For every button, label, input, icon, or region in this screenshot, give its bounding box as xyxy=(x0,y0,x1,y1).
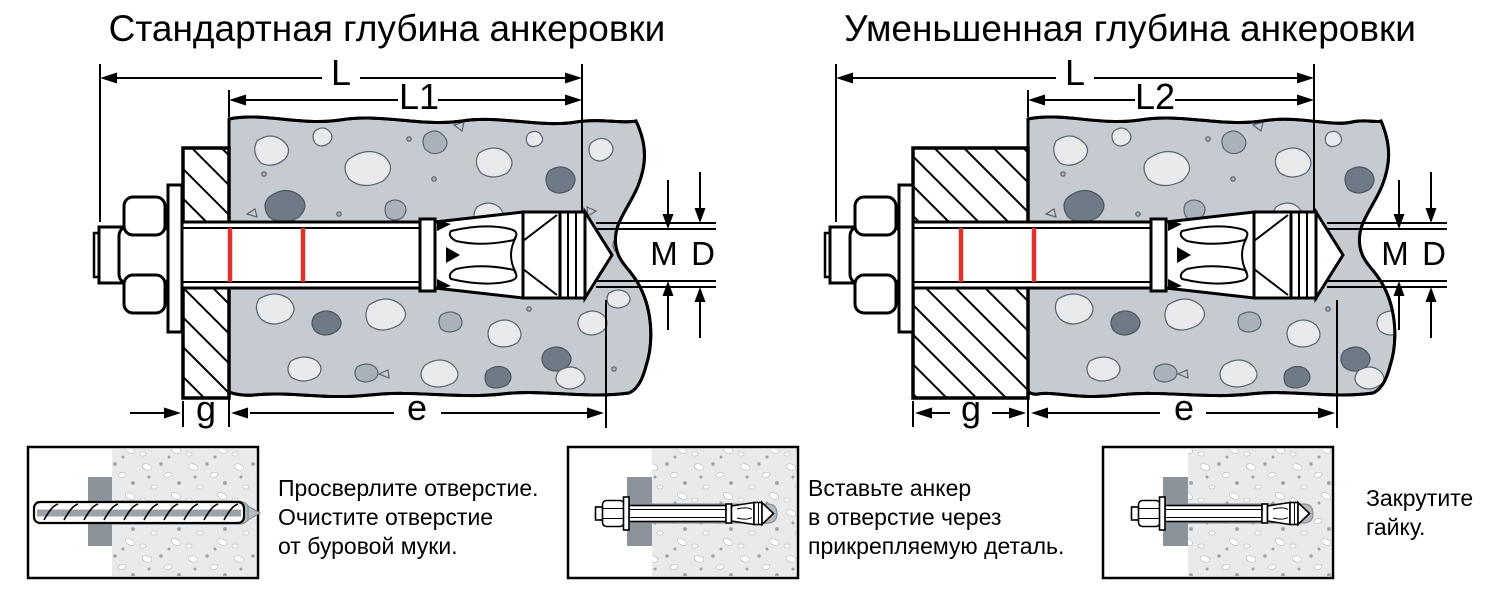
step-panel-3 xyxy=(1103,447,1333,578)
dim-label-L1: L1 xyxy=(398,76,440,117)
step-2-line-1: Вставьте анкер xyxy=(808,475,972,501)
step-2-line-2: в отверстие через xyxy=(808,504,1002,530)
step-panel-1 xyxy=(28,447,260,578)
step-2-text xyxy=(808,474,1064,561)
dim-label-L-right: L xyxy=(1064,52,1086,93)
step-panel-2 xyxy=(568,447,798,578)
dim-label-L2: L2 xyxy=(1134,76,1176,117)
dim-label-D-left: D xyxy=(691,235,715,272)
dim-label-D-right: D xyxy=(1422,235,1446,272)
dim-label-g-right: g xyxy=(960,388,982,429)
drill-bit xyxy=(34,502,260,523)
step-3-line-1: Закрутите xyxy=(1366,485,1474,511)
step-2-line-3: прикрепляемую деталь. xyxy=(808,533,1065,559)
step-3-text xyxy=(1366,484,1473,542)
step-1-line-1: Просверлите отверстие. xyxy=(278,475,539,501)
right-diagram xyxy=(825,64,1447,428)
dim-label-e-right: e xyxy=(1173,387,1195,428)
step-3-line-2: гайку. xyxy=(1366,514,1426,540)
title-reduced-depth: Уменьшенная глубина анкеровки xyxy=(844,8,1416,49)
step-1-line-3: от буровой муки. xyxy=(278,533,458,559)
step-1-line-2: Очистите отверстие xyxy=(278,504,494,530)
left-diagram xyxy=(94,64,716,428)
dim-label-e-left: e xyxy=(406,387,428,428)
dim-label-L-left: L xyxy=(330,52,352,93)
dim-label-M-left: M xyxy=(650,235,678,272)
step-1-text xyxy=(278,474,539,561)
dim-label-g-left: g xyxy=(195,388,217,429)
title-standard-depth: Стандартная глубина анкеровки xyxy=(108,8,666,49)
dim-label-M-right: M xyxy=(1381,235,1409,272)
